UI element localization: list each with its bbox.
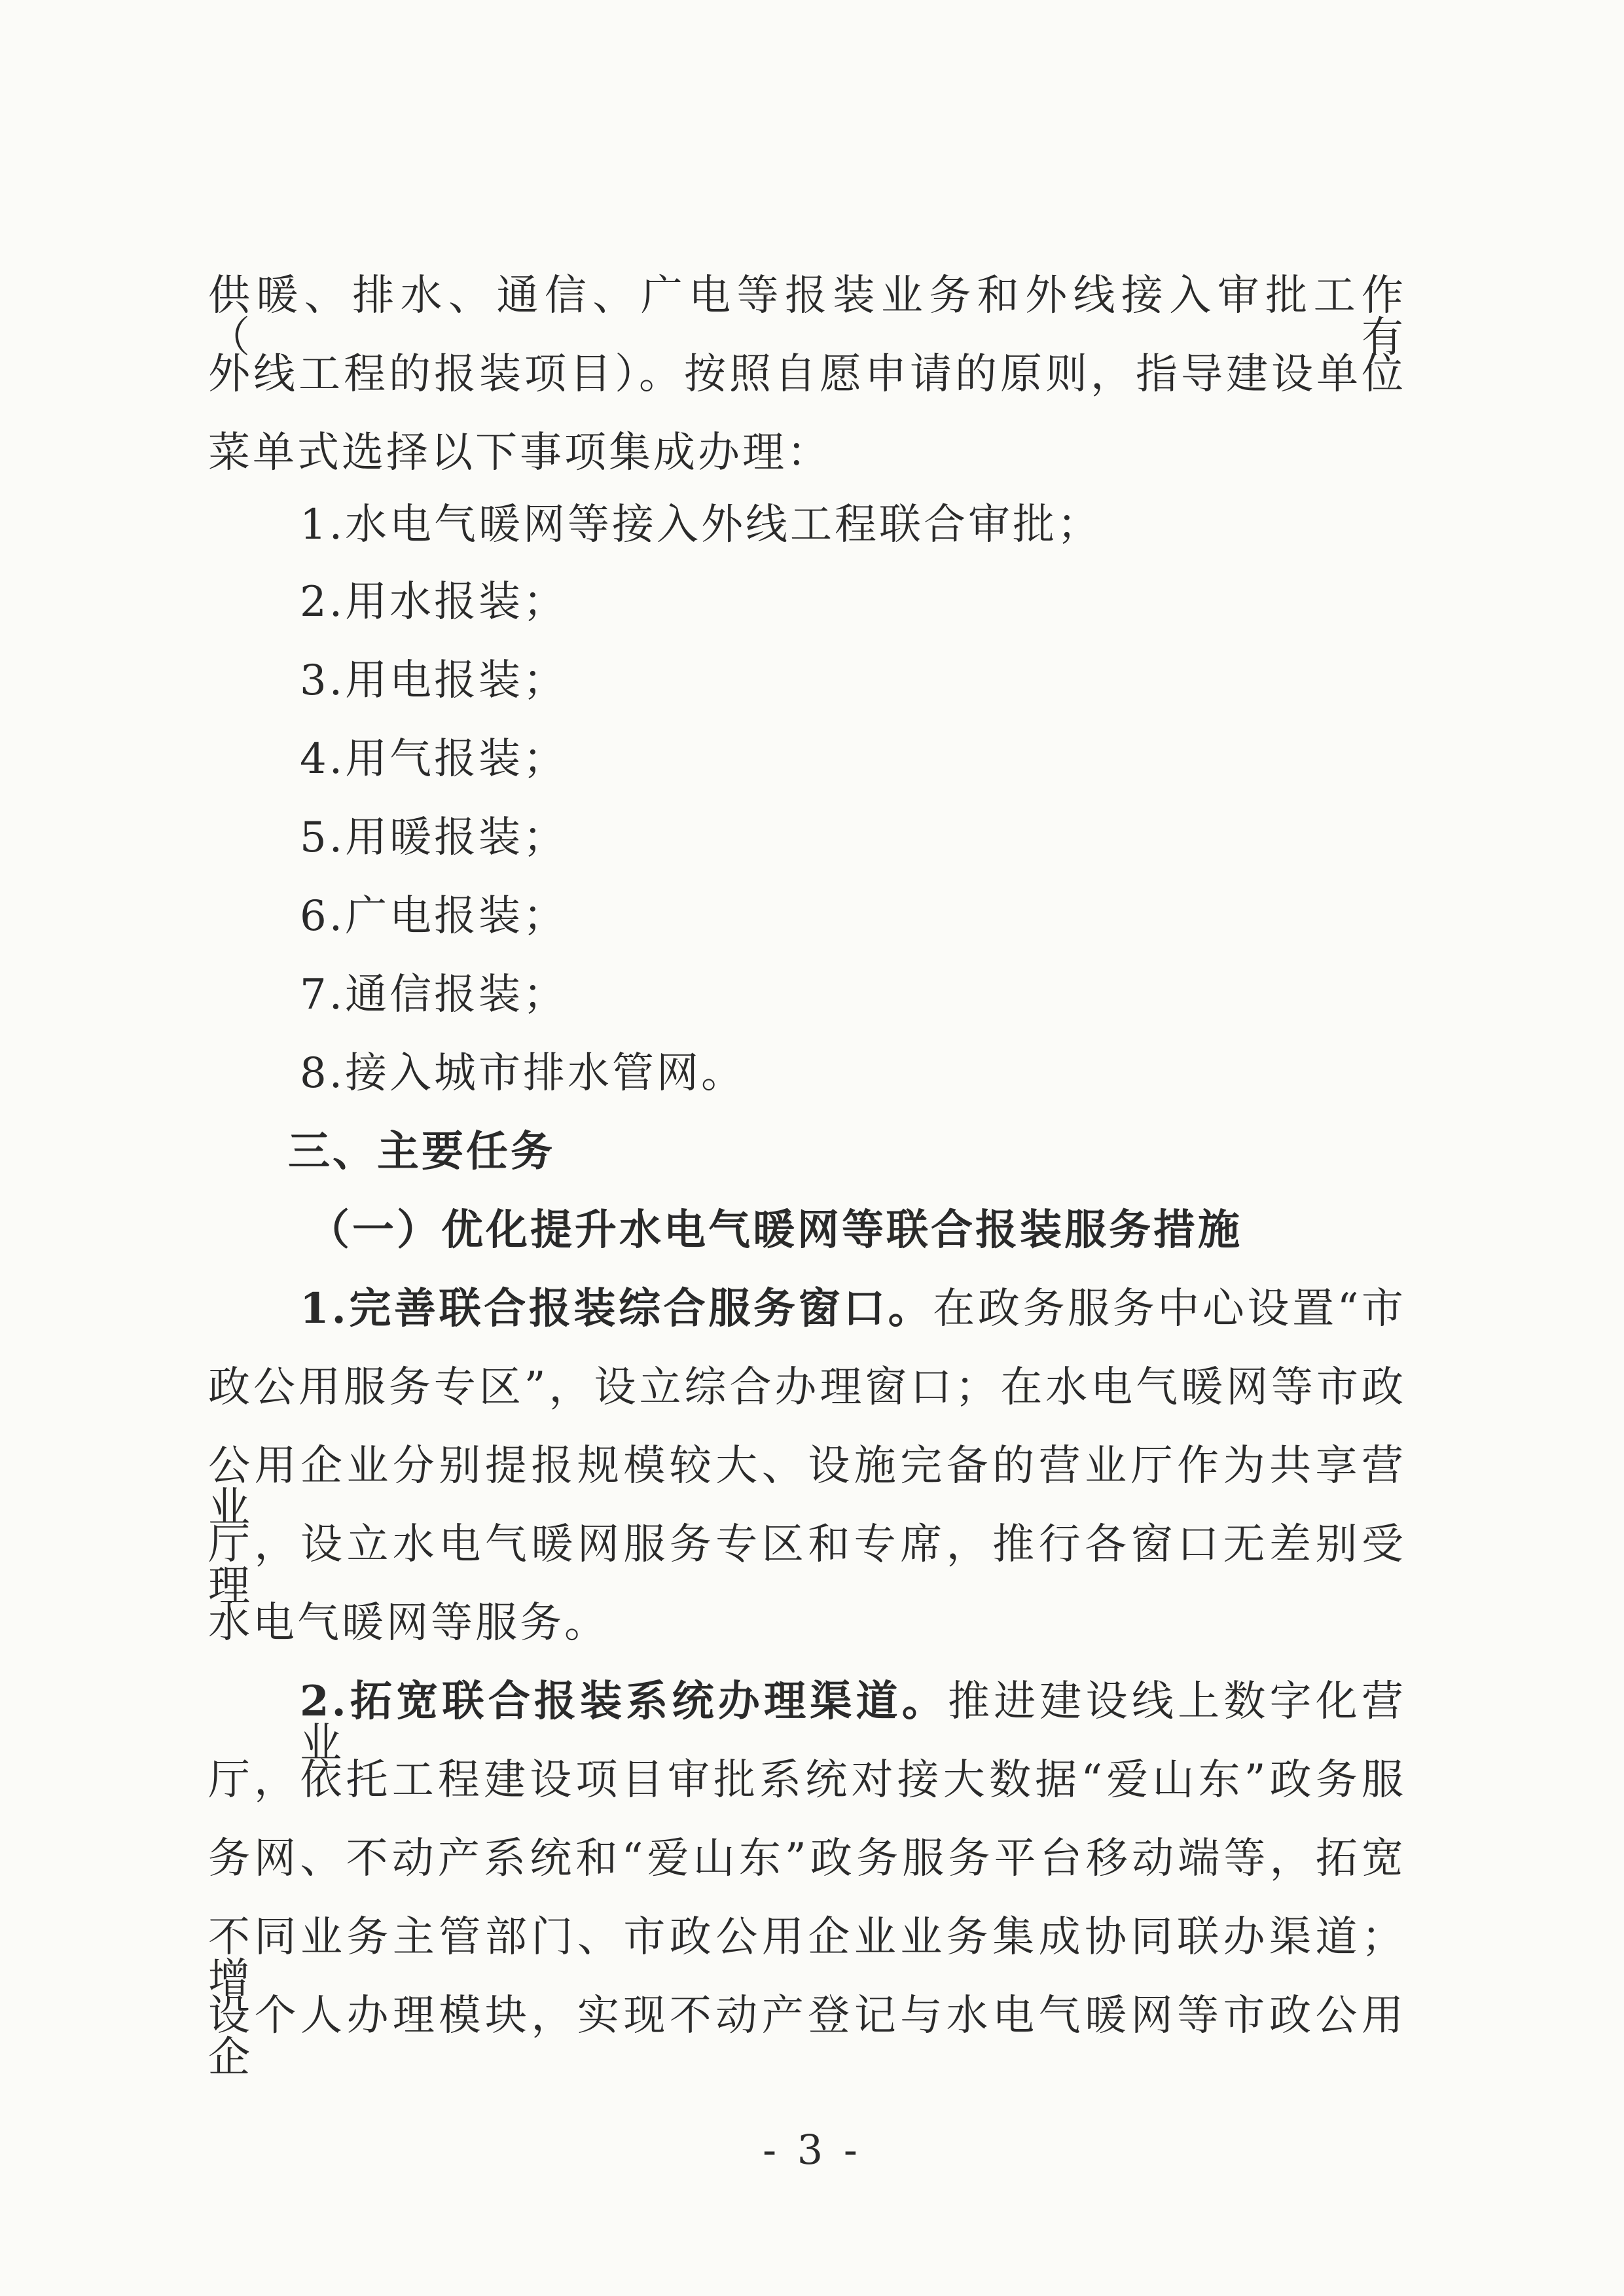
- list-item: 6.广电报装；: [300, 892, 568, 941]
- section-heading: 三、主要任务: [288, 1127, 555, 1176]
- paragraph-line: 外线工程的报装项目）。按照自愿申请的原则，指导建设单位: [208, 350, 1406, 399]
- paragraph-line: 公用企业分别提报规模较大、设施完备的营业厅作为共享营业: [208, 1442, 1406, 1532]
- list-item: 2.用水报装；: [300, 578, 568, 626]
- point-text: 在政务服务中心设置“市: [933, 1285, 1407, 1333]
- point-lead: 2.拓宽联合报装系统办理渠道。: [300, 1677, 948, 1726]
- point-lead: 1.完善联合报装综合服务窗口。: [300, 1284, 933, 1333]
- paragraph-line: [300, 1677, 1406, 1768]
- paragraph-line: 政公用服务专区”，设立综合办理窗口；在水电气暖网等市政: [208, 1363, 1406, 1412]
- paragraph-line: 务网、不动产系统和“爱山东”政务服务平台移动端等，拓宽: [208, 1835, 1406, 1883]
- list-item: 4.用气报装；: [300, 735, 568, 783]
- paragraph-line: 厅，设立水电气暖网服务专区和专席，推行各窗口无差别受理: [208, 1520, 1406, 1611]
- list-item: 1.水电气暖网等接入外线工程联合审批；: [300, 501, 1102, 549]
- page-number: - 3 -: [763, 2126, 861, 2174]
- subsection-heading: （一）优化提升水电气暖网等联合报装服务措施: [308, 1206, 1242, 1255]
- list-item: 5.用暖报装；: [300, 814, 568, 862]
- list-item: 8.接入城市排水管网。: [300, 1049, 746, 1098]
- point-text: 推进建设线上数字化营业: [300, 1677, 1406, 1768]
- paragraph-line: 不同业务主管部门、市政公用企业业务集成协同联办渠道；增: [208, 1913, 1406, 2003]
- paragraph-line: 厅，依托工程建设项目审批系统对接大数据“爱山东”政务服: [208, 1756, 1406, 1804]
- paragraph-line: 菜单式选择以下事项集成办理：: [208, 429, 831, 477]
- list-item: 3.用电报装；: [300, 656, 568, 705]
- list-item: 7.通信报装；: [300, 971, 568, 1019]
- paragraph-line: [300, 1284, 1407, 1333]
- paragraph-line: 供暖、排水、通信、广电等报装业务和外线接入审批工作（有: [208, 272, 1406, 362]
- paragraph-line: 水电气暖网等服务。: [208, 1599, 609, 1647]
- paragraph-line: 设个人办理模块，实现不动产登记与水电气暖网等市政公用企: [208, 1992, 1406, 2082]
